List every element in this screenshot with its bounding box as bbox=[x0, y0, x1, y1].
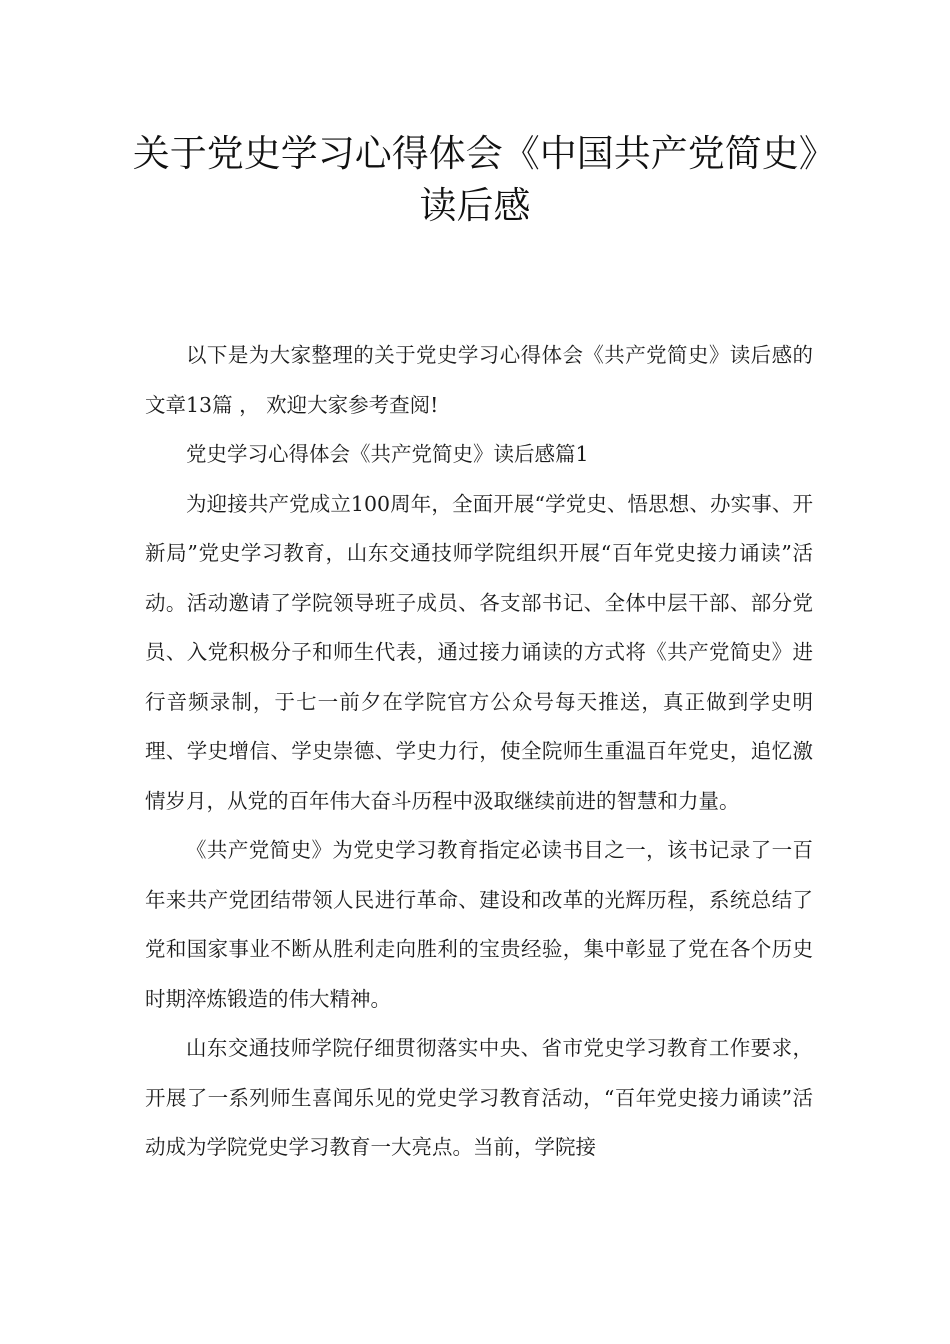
section-heading: 党史学习心得体会《共产党简史》读后感篇1 bbox=[186, 442, 589, 466]
body-paragraph: 为迎接共产党成立100周年，全面开展“学党史、悟思想、办实事、开新局”党史学习教育，山东交通技师学院组织开展“百年党史接力诵读”活动。活动邀请了学院领导班子成员、各支部书记、全体中层干部、部分党员、入党积极分子和师生代表，通过接力诵读的方式将《共产党简史》进行音频录制，于七一前夕在学院官方公众号每天推送，真正做到学史明理、学史增信、学史崇德、学史力行，使全院师生重温百年党史，追忆激情岁月，从党的百年伟大奋斗历程中汲取继续前进的智慧和力量。 bbox=[145, 491, 813, 813]
document-body bbox=[145, 331, 813, 1173]
document-title: 关于党史学习心得体会《中国共产党简史》读后感 bbox=[132, 132, 818, 227]
body-paragraph: 《共产党简史》为党史学习教育指定必读书目之一，该书记录了一百年来共产党团结带领人民进行革命、建设和改革的光辉历程，系统总结了党和国家事业不断从胜利走向胜利的宝贵经验，集中彰显了党在各个历史时期淬炼锻造的伟大精神。 bbox=[145, 838, 813, 1011]
body-paragraph: 山东交通技师学院仔细贯彻落实中央、省市党史学习教育工作要求，开展了一系列师生喜闻乐见的党史学习教育活动，“百年党史接力诵读”活动成为学院党史学习教育一大亮点。当前，学院接 bbox=[145, 1036, 813, 1159]
intro-paragraph: 以下是为大家整理的关于党史学习心得体会《共产党简史》读后感的文章13篇 ， 欢迎大家参考查阅! bbox=[145, 343, 813, 417]
